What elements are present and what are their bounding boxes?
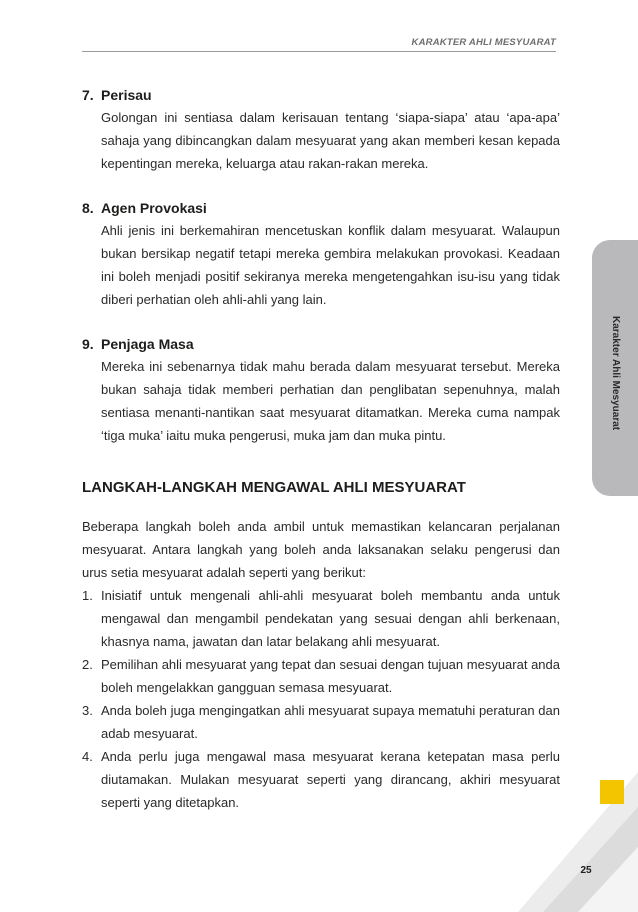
step-text: Pemilihan ahli mesyuarat yang tepat dan sesuai dengan tujuan mesyuarat anda boleh mengelakkan gangguan semasa mesyuarat.: [101, 657, 560, 695]
section-intro: Beberapa langkah boleh anda ambil untuk memastikan kelancaran perjalanan mesyuarat. Antara langkah yang boleh anda laksanakan selaku pengerusi dan urus setia mesyuarat adalah seperti yang berikut:: [82, 519, 560, 580]
section-heading: LANGKAH-LANGKAH MENGAWAL AHLI MESYUARAT: [82, 479, 466, 496]
item-title: Perisau: [101, 87, 152, 103]
step-text: Anda boleh juga mengingatkan ahli mesyuarat supaya mematuhi peraturan dan adab mesyuarat.: [101, 703, 560, 741]
item-heading: [82, 333, 560, 355]
page-number-badge: [600, 780, 624, 804]
page-number: 25: [580, 865, 592, 876]
header-rule: [82, 51, 556, 52]
list-item: [82, 84, 560, 175]
item-heading: [82, 197, 560, 219]
item-heading: [82, 84, 560, 106]
step-number: 4.: [82, 749, 93, 764]
item-title: Penjaga Masa: [101, 336, 194, 352]
step-number: 1.: [82, 588, 93, 603]
item-body: Mereka ini sebenarnya tidak mahu berada dalam mesyuarat tersebut. Mereka bukan sahaja tidak memberi perhatian dan penglibatan sepenuhnya, malah sentiasa menanti-nantikan saat mesyuarat ditamatkan. Mereka cuma nampak ‘tiga muka’ iaitu muka pengerusi, muka jam dan muka pintu.: [101, 359, 560, 443]
list-item: [82, 197, 560, 311]
item-number: 9.: [82, 336, 94, 352]
step-text: Anda perlu juga mengawal masa mesyuarat kerana ketepatan masa perlu diutamakan. Mulakan mesyuarat seperti yang dirancang, akhiri mesyuarat seperti yang ditetapkan.: [101, 749, 560, 810]
step-text: Inisiatif untuk mengenali ahli-ahli mesyuarat boleh membantu anda untuk mengawal dan mengambil pendekatan yang sesuai dengan ahli berkenaan, khasnya nama, jawatan dan latar belakang ahli mesyuarat.: [101, 588, 560, 649]
item-body: Golongan ini sentiasa dalam kerisauan tentang ‘siapa-siapa’ atau ‘apa-apa’ sahaja yang dibincangkan dalam mesyuarat yang akan memberi kesan kepada kepentingan mereka, keluarga atau rakan-rakan mereka.: [101, 110, 560, 171]
step-number: 2.: [82, 657, 93, 672]
list-item: [82, 333, 560, 447]
step-item: [82, 584, 560, 653]
side-tab-label: Karakter Ahli Mesyuarat: [610, 315, 621, 431]
main-content: [82, 84, 560, 814]
corner-decoration: [518, 772, 638, 912]
step-number: 3.: [82, 703, 93, 718]
running-header: KARAKTER AHLI MESYUARAT: [411, 37, 556, 48]
step-item: [82, 699, 560, 745]
item-body: Ahli jenis ini berkemahiran mencetuskan konflik dalam mesyuarat. Walaupun bukan bersikap negatif tetapi mereka gembira melakukan provokasi. Keadaan ini boleh menjadi positif sekiranya mereka mengetengahkan isu-isu yang tidak diberi perhatian oleh ahli-ahli yang lain.: [101, 223, 560, 307]
item-number: 7.: [82, 87, 94, 103]
step-item: [82, 745, 560, 814]
item-title: Agen Provokasi: [101, 200, 207, 216]
steps-list: [82, 584, 560, 814]
item-number: 8.: [82, 200, 94, 216]
step-item: [82, 653, 560, 699]
